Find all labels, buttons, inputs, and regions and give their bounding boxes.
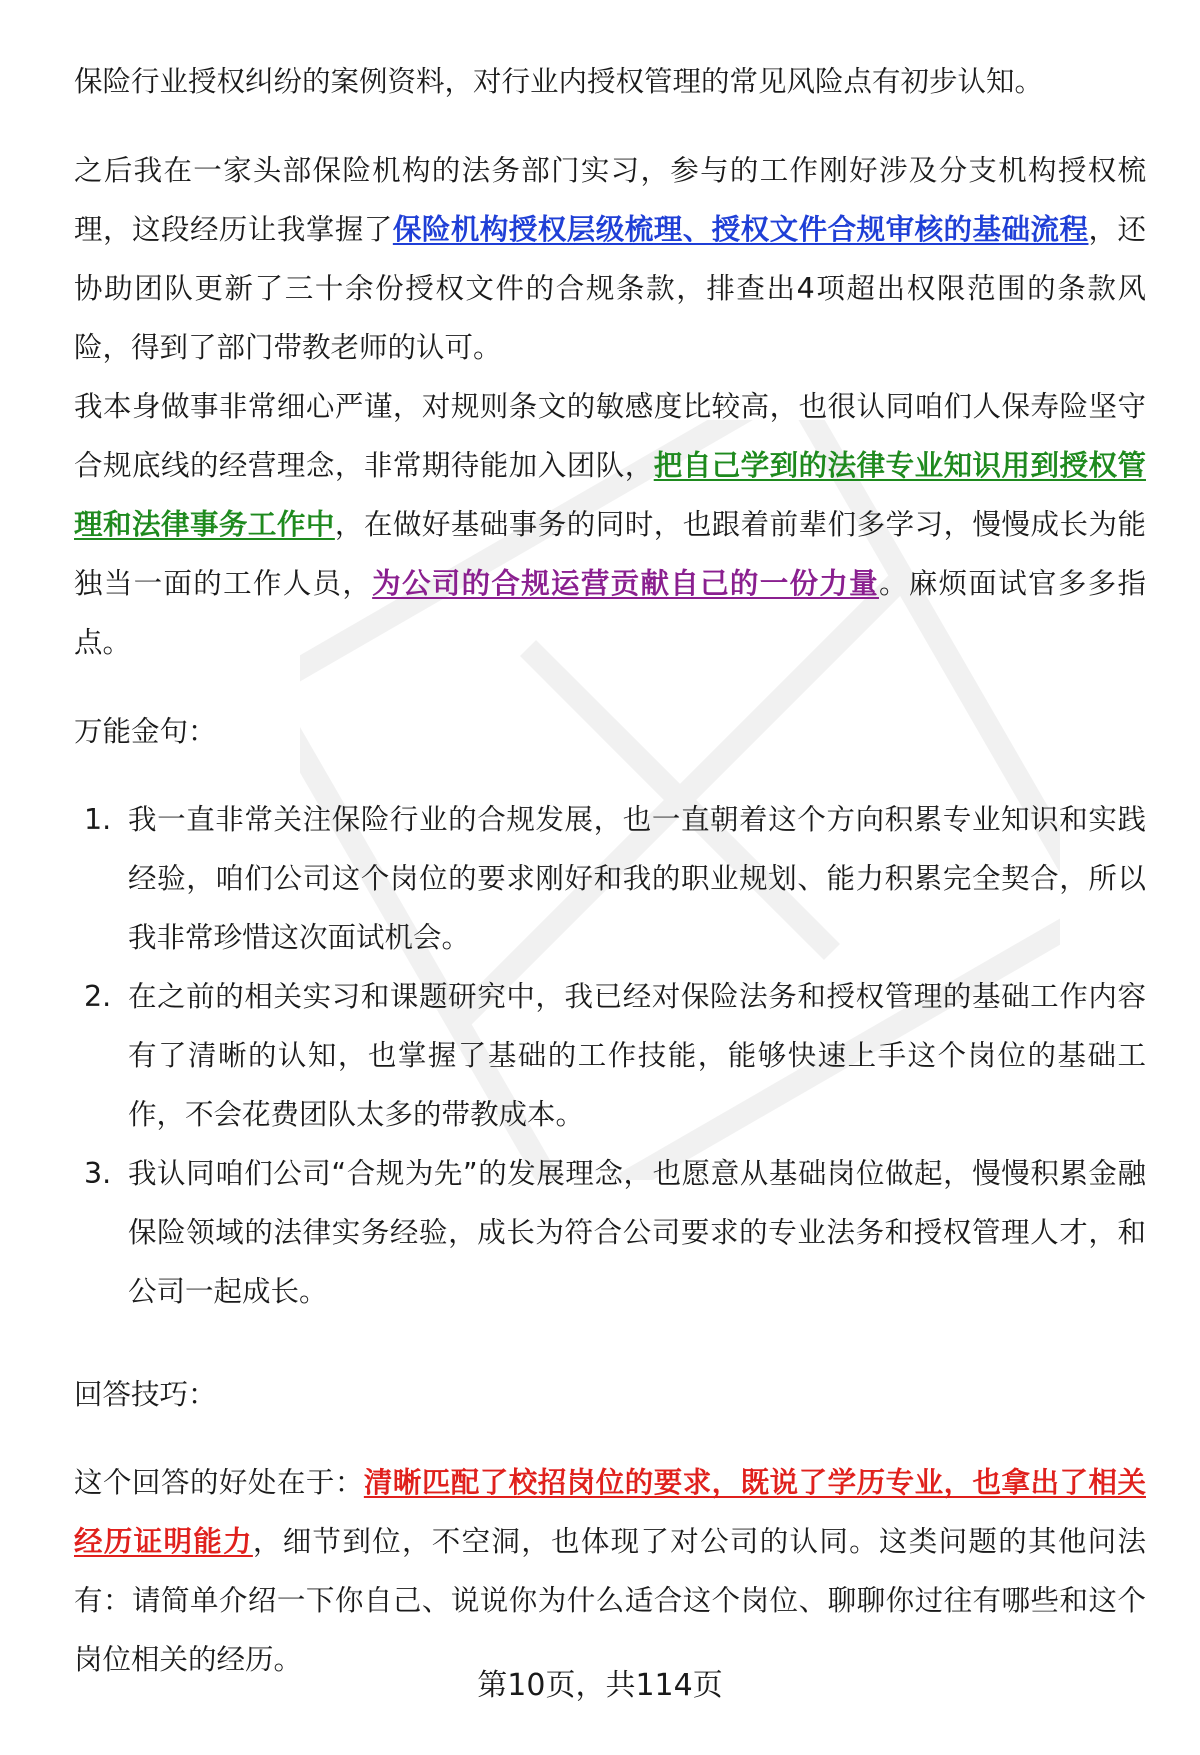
list-item-number: 1. — [84, 803, 112, 836]
page-number-footer: 第10页，共114页 — [477, 1668, 723, 1703]
highlight-blue-text: 保险机构授权层级梳理、授权文件合规审核的基础流程 — [392, 213, 1089, 246]
list-item-number: 2. — [84, 980, 112, 1013]
list-item — [74, 790, 1146, 967]
list-item-text: 我一直非常关注保险行业的合规发展，也一直朝着这个方向积累专业知识和实践经验，咱们公司这个岗位的要求刚好和我的职业规划、能力积累完全契合，所以我非常珍惜这次面试机会。 — [128, 803, 1146, 954]
paragraph-text: 我本身做事非常细心严谨，对规则条文的敏感度比较高，也很认同咱们人保寿险坚守合规底线的经营理念，非常期待能加入团队， — [74, 390, 1146, 482]
paragraph-text: 。麻烦面试官多多指点。 — [74, 567, 1146, 659]
paragraph-text: ，还协助团队更新了三十余份授权文件的合规条款，排查出4项超出权限范围的条款风险，得到了部门带教老师的认可。 — [74, 213, 1146, 364]
paragraph-personality — [74, 377, 1146, 672]
paragraph-internship — [74, 141, 1146, 377]
section-heading-answer-tips: 回答技巧： — [74, 1378, 217, 1411]
paragraph-text: ，在做好基础事务的同时，也跟着前辈们多学习，慢慢成长为能独当一面的工作人员， — [74, 508, 1146, 600]
section-heading-golden-phrases: 万能金句： — [74, 715, 217, 748]
highlight-green-text: 把自己学到的法律专业知识用到授权管理和法律事务工作中 — [74, 449, 1146, 541]
list-item-text: 在之前的相关实习和课题研究中，我已经对保险法务和授权管理的基础工作内容有了清晰的认知，也掌握了基础的工作技能，能够快速上手这个岗位的基础工作，不会花费团队太多的带教成本。 — [128, 980, 1146, 1131]
list-item-number: 3. — [84, 1157, 112, 1190]
paragraph-intro — [74, 52, 1146, 111]
highlight-purple-text: 为公司的合规运营贡献自己的一份力量 — [372, 567, 879, 600]
golden-phrases-list — [74, 790, 1146, 1321]
list-item — [74, 1144, 1146, 1321]
paragraph-tips — [74, 1453, 1146, 1689]
paragraph-text: 这个回答的好处在于： — [74, 1466, 364, 1499]
list-item — [74, 967, 1146, 1144]
highlight-red-text: 清晰匹配了校招岗位的要求，既说了学历专业，也拿出了相关经历证明能力 — [74, 1466, 1146, 1558]
list-item-text: 我认同咱们公司“合规为先”的发展理念，也愿意从基础岗位做起，慢慢积累金融保险领域的法律实务经验，成长为符合公司要求的专业法务和授权管理人才，和公司一起成长。 — [128, 1157, 1146, 1308]
paragraph-text: ，细节到位，不空洞，也体现了对公司的认同。这类问题的其他问法有：请简单介绍一下你自己、说说你为什么适合这个岗位、聊聊你过往有哪些和这个岗位相关的经历。 — [74, 1525, 1146, 1676]
paragraph-text: 保险行业授权纠纷的案例资料，对行业内授权管理的常见风险点有初步认知。 — [74, 65, 1044, 98]
paragraph-text: 之后我在一家头部保险机构的法务部门实习，参与的工作刚好涉及分支机构授权梳理，这段经历让我掌握了 — [74, 154, 1146, 246]
